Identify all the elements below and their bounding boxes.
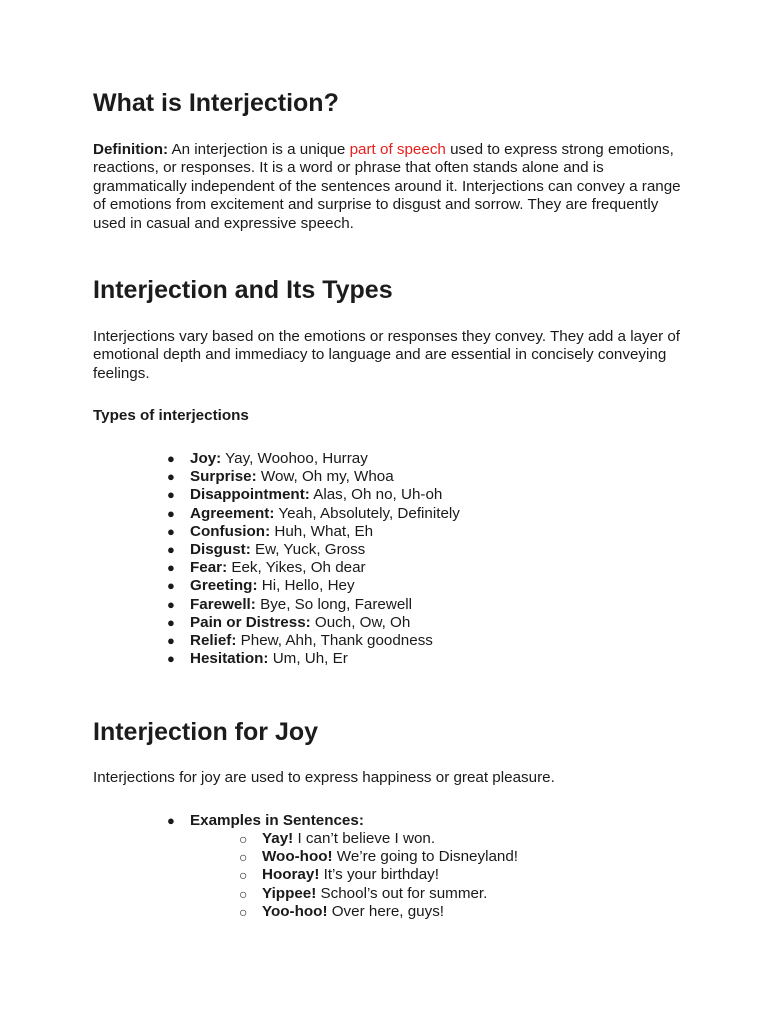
bullet-icon: ● — [167, 469, 175, 485]
type-examples: Bye, So long, Farewell — [255, 595, 413, 613]
list-item — [167, 486, 460, 504]
type-examples: Eek, Yikes, Oh dear — [227, 559, 366, 577]
bullet-icon: ● — [167, 560, 175, 576]
list-item — [167, 468, 460, 486]
types-subheading: Types of interjections — [93, 407, 249, 424]
bullet-icon: ● — [167, 542, 175, 558]
type-label: Hesitation: — [190, 650, 269, 668]
bullet-icon: ● — [167, 487, 175, 503]
list-item — [167, 450, 460, 468]
joy-intro-paragraph: Interjections for joy are used to express happiness or great pleasure. — [93, 769, 555, 786]
type-examples: Alas, Oh no, Uh-oh — [309, 486, 443, 504]
bullet-icon: ● — [167, 813, 175, 828]
bullet-icon: ● — [167, 633, 175, 649]
list-item — [239, 866, 518, 884]
type-label: Disappointment: — [190, 486, 310, 504]
list-item — [239, 848, 518, 866]
types-list — [167, 450, 460, 668]
example-sentence: Over here, guys! — [327, 902, 445, 920]
example-sentence: We’re going to Disneyland! — [332, 848, 519, 866]
example-interjection: Yippee! — [262, 884, 317, 902]
type-examples: Hi, Hello, Hey — [257, 577, 355, 595]
hollow-bullet-icon: ○ — [239, 867, 248, 884]
bullet-icon: ● — [167, 505, 175, 521]
definition-text-pre: An interjection is a unique — [168, 141, 350, 158]
type-label: Surprise: — [190, 468, 257, 486]
type-examples: Yay, Woohoo, Hurray — [221, 450, 368, 467]
heading-interjection-for-joy: Interjection for Joy — [93, 718, 319, 746]
definition-paragraph — [93, 141, 683, 233]
example-interjection: Woo-hoo! — [262, 848, 333, 866]
type-examples: Huh, What, Eh — [270, 522, 374, 540]
list-item — [167, 632, 460, 650]
type-label: Fear: — [190, 559, 228, 577]
example-interjection: Yay! — [262, 830, 294, 847]
bullet-icon: ● — [167, 651, 175, 667]
bullet-icon: ● — [167, 596, 175, 612]
example-interjection: Hooray! — [262, 866, 320, 884]
type-label: Greeting: — [190, 577, 258, 595]
list-item — [239, 903, 518, 921]
type-label: Agreement: — [190, 504, 275, 522]
list-item — [167, 541, 460, 559]
type-label: Pain or Distress: — [190, 613, 311, 631]
bullet-icon: ● — [167, 614, 175, 630]
type-examples: Yeah, Absolutely, Definitely — [274, 504, 460, 522]
list-item — [167, 523, 460, 541]
type-examples: Wow, Oh my, Whoa — [256, 468, 394, 486]
type-label: Farewell: — [190, 595, 256, 613]
list-item — [167, 614, 460, 632]
list-item — [167, 596, 460, 614]
type-label: Confusion: — [190, 522, 271, 540]
type-label: Relief: — [190, 632, 237, 650]
type-examples: Um, Uh, Er — [268, 650, 348, 668]
bullet-icon: ● — [167, 523, 175, 539]
list-item — [167, 812, 364, 830]
examples-list — [167, 812, 364, 830]
definition-text-post: used to express strong emotions, reactions, or responses. It is a word or phrase that often stands alone and is grammatically independent of the sentences around it. Interjections can convey a range of emotions from excitement and surprise to disgust and sorrow. They are frequently used in casual and expressive speech. — [93, 141, 681, 232]
hollow-bullet-icon: ○ — [239, 903, 248, 920]
example-interjection: Yoo-hoo! — [262, 902, 328, 920]
heading-what-is-interjection: What is Interjection? — [93, 89, 339, 117]
type-label: Disgust: — [190, 541, 251, 559]
heading-interjection-types: Interjection and Its Types — [93, 276, 393, 304]
hollow-bullet-icon: ○ — [239, 885, 248, 902]
example-sentence: School’s out for summer. — [316, 884, 488, 902]
type-examples: Phew, Ahh, Thank goodness — [236, 632, 433, 650]
example-sentence: It’s your birthday! — [319, 866, 439, 884]
list-item — [167, 650, 460, 668]
bullet-icon: ● — [167, 451, 175, 466]
examples-label: Examples in Sentences: — [190, 812, 364, 829]
list-item — [239, 885, 518, 903]
type-examples: Ouch, Ow, Oh — [310, 613, 411, 631]
bullet-icon: ● — [167, 578, 175, 594]
type-label: Joy: — [190, 450, 222, 467]
example-sentence: I can’t believe I won. — [293, 830, 436, 847]
definition-label: Definition: — [93, 141, 169, 158]
part-of-speech-link[interactable]: part of speech — [349, 141, 446, 158]
list-item — [167, 505, 460, 523]
hollow-bullet-icon: ○ — [239, 831, 248, 847]
hollow-bullet-icon: ○ — [239, 849, 248, 866]
list-item — [167, 559, 460, 577]
list-item — [239, 830, 518, 848]
types-intro-paragraph: Interjections vary based on the emotions or responses they convey. They add a layer of emotional depth and immediacy to language and are essential in concisely conveying feelings. — [93, 328, 681, 382]
examples-sublist — [239, 830, 518, 921]
list-item — [167, 577, 460, 595]
type-examples: Ew, Yuck, Gross — [250, 541, 366, 559]
